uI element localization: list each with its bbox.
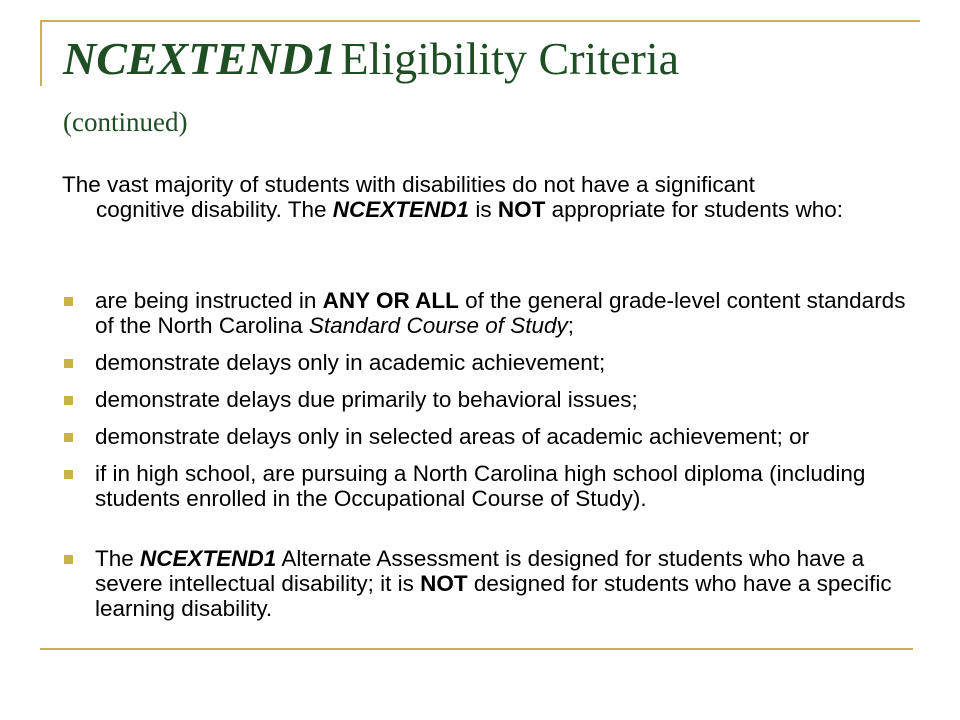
list-item	[62, 288, 912, 338]
intro-assessment-name: NCEXTEND1	[332, 197, 470, 222]
item-text: Alternate Assessment is designed for students who have a severe intellectual disability; it is	[95, 546, 865, 596]
intro-text: appropriate for students who:	[545, 197, 844, 222]
item-text: demonstrate delays only in selected areas of academic achievement; or	[95, 424, 810, 449]
list-item	[62, 546, 912, 621]
bullet-square-icon	[64, 359, 73, 368]
item-text: are being instructed in	[95, 288, 323, 313]
list-item	[62, 424, 912, 449]
title-text: Eligibility Criteria	[340, 33, 680, 84]
item-text: if in high school, are pursuing a North Carolina high school diploma (including students enrolled in the Occupational Course of Study).	[95, 461, 866, 511]
item-assessment-name: NCEXTEND1	[140, 546, 277, 571]
title-name: NCEXTEND1	[63, 33, 337, 84]
list-item	[62, 350, 912, 375]
item-emphasis: NOT	[420, 571, 468, 596]
item-text: of the general grade-level content standards of the North Carolina	[95, 288, 906, 338]
intro-not: NOT	[497, 197, 546, 222]
bullet-square-icon	[64, 555, 73, 564]
bullet-square-icon	[64, 470, 73, 479]
intro-text: cognitive disability. The	[96, 197, 333, 222]
slide-title	[63, 33, 680, 84]
bullet-square-icon	[64, 396, 73, 405]
bottom-rule	[40, 648, 913, 650]
item-text: demonstrate delays due primarily to behavioral issues;	[95, 387, 638, 412]
left-rule	[40, 20, 42, 86]
bullet-square-icon	[64, 297, 73, 306]
intro-text: is	[469, 197, 498, 222]
item-emphasis: ANY OR ALL	[322, 288, 459, 313]
slide-subtitle: (continued)	[63, 107, 188, 137]
item-text: The	[95, 546, 141, 571]
intro-continuation	[62, 197, 892, 222]
item-text: designed for students who have a specific learning disability.	[95, 571, 892, 621]
list-item	[62, 461, 912, 511]
list-item	[62, 387, 912, 412]
intro-paragraph	[62, 172, 892, 222]
item-text: demonstrate delays only in academic achievement;	[95, 350, 606, 375]
criteria-list	[62, 288, 912, 621]
top-rule	[40, 20, 920, 22]
bullet-square-icon	[64, 433, 73, 442]
item-text: ;	[567, 313, 575, 338]
intro-first-line: The vast majority of students with disabilities do not have a significant	[62, 172, 755, 197]
item-italic: Standard Course of Study	[308, 313, 568, 338]
